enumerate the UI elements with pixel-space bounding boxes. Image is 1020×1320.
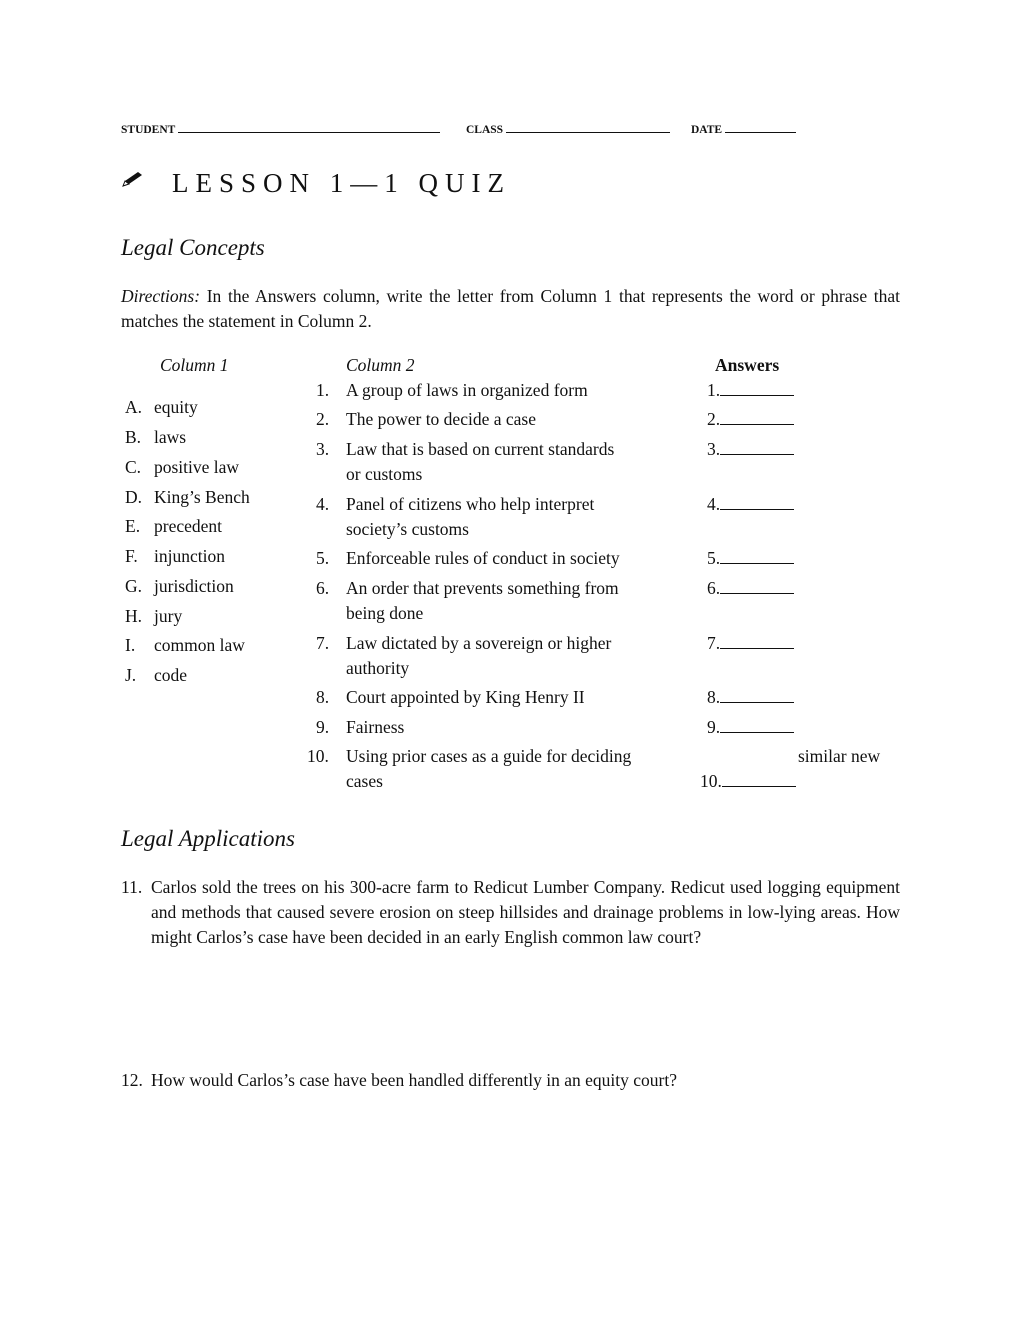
item-letter: D. [125, 487, 143, 507]
answer-field[interactable] [707, 631, 794, 656]
column1-item [125, 574, 234, 599]
item-term: common law [154, 635, 245, 655]
answer-field[interactable] [707, 576, 794, 601]
item-statement: Using prior cases as a guide for deciding [346, 746, 632, 766]
answer-blank[interactable] [720, 547, 794, 564]
section-heading-legal-applications: Legal Applications [121, 826, 295, 851]
answer-blank[interactable] [720, 716, 794, 733]
answer-number: 9. [707, 717, 721, 737]
answer-number: 2. [707, 409, 721, 429]
answer-number: 7. [707, 633, 721, 653]
answer-number: 3. [707, 439, 721, 459]
pencil-icon [121, 170, 145, 193]
item-statement: An order that prevents something from [346, 578, 619, 598]
item-term: jurisdiction [154, 576, 234, 596]
answer-field[interactable] [707, 546, 794, 571]
question-12-number: 12. [121, 1070, 143, 1090]
student-label: STUDENT [121, 124, 176, 136]
question-11-text: Carlos sold the trees on his 300-acre farm to Redicut Lumber Company. Redicut used logging equipment and methods that caused severe erosion on steep hillsides and drainage problems in low-lying areas. How might Carlos’s case have been decided in an early English common law court? [151, 877, 900, 947]
item-statement: Fairness [346, 717, 405, 737]
column2-header: Column 2 [346, 355, 415, 375]
column1-item [125, 633, 245, 658]
item-number: 3. [316, 439, 330, 459]
item-statement-cont: society’s customs [346, 519, 469, 539]
item-number: 8. [316, 687, 330, 707]
date-blank[interactable] [725, 121, 796, 133]
item-letter: E. [125, 516, 141, 536]
item-statement-cont: cases [346, 771, 383, 791]
student-blank[interactable] [178, 121, 440, 133]
class-blank[interactable] [506, 121, 670, 133]
answer-blank[interactable] [720, 438, 794, 455]
directions [121, 284, 900, 334]
item-term: King’s Bench [154, 487, 250, 507]
item-letter: A. [125, 397, 143, 417]
answer-blank[interactable] [720, 379, 794, 396]
answer-number: 4. [707, 494, 721, 514]
answer-number: 6. [707, 578, 721, 598]
answer-blank[interactable] [720, 632, 794, 649]
question-11-number: 11. [121, 877, 143, 897]
item-number: 1. [316, 380, 330, 400]
item-letter: I. [125, 635, 136, 655]
item-number: 2. [316, 409, 330, 429]
answer-blank[interactable] [720, 577, 794, 594]
item-term: precedent [154, 516, 223, 536]
student-field[interactable] [121, 121, 440, 136]
class-field[interactable] [466, 121, 670, 136]
answer-blank[interactable] [722, 770, 796, 787]
answers-header: Answers [715, 355, 780, 375]
answer-number: 1. [707, 380, 721, 400]
answer-field[interactable] [707, 492, 794, 517]
item-statement-cont: or customs [346, 464, 423, 484]
answer-field[interactable] [707, 715, 794, 740]
answer-field[interactable] [707, 378, 794, 403]
item-statement-cont: being done [346, 603, 424, 623]
answer-field[interactable] [700, 769, 796, 794]
item-letter: C. [125, 457, 142, 477]
item-statement: Panel of citizens who help interpret [346, 494, 595, 514]
item-term: code [154, 665, 188, 685]
directions-label: Directions: [121, 286, 201, 306]
item-number: 4. [316, 494, 330, 514]
item-statement-overflow: similar new [798, 746, 881, 766]
column1-item [125, 455, 239, 480]
item-term: injunction [154, 546, 225, 566]
item-statement-cont: authority [346, 658, 410, 678]
class-label: CLASS [466, 124, 504, 136]
answer-blank[interactable] [720, 493, 794, 510]
item-statement: Court appointed by King Henry II [346, 687, 585, 707]
item-letter: B. [125, 427, 142, 447]
answer-number: 8. [707, 687, 721, 707]
item-term: jury [154, 606, 183, 626]
date-field[interactable] [691, 121, 796, 136]
column1-header: Column 1 [160, 355, 229, 375]
item-statement: A group of laws in organized form [346, 380, 588, 400]
answer-number: 5. [707, 548, 721, 568]
column1-item [125, 395, 198, 420]
answer-field[interactable] [707, 685, 794, 710]
date-label: DATE [691, 124, 723, 136]
item-number: 5. [316, 548, 330, 568]
item-number: 9. [316, 717, 330, 737]
item-statement: The power to decide a case [346, 409, 536, 429]
item-term: equity [154, 397, 198, 417]
answer-field[interactable] [707, 407, 794, 432]
item-term: positive law [154, 457, 240, 477]
answer-blank[interactable] [720, 686, 794, 703]
item-letter: J. [125, 665, 137, 685]
column1-item [125, 604, 182, 629]
item-number: 6. [316, 578, 330, 598]
answer-field[interactable] [707, 437, 794, 462]
item-statement: Law that is based on current standards [346, 439, 615, 459]
item-letter: H. [125, 606, 143, 626]
item-letter: F. [125, 546, 138, 566]
directions-text: In the Answers column, write the letter from Column 1 that represents the word or phrase that matches the statement in Column 2. [121, 286, 900, 331]
column1-item [125, 663, 187, 688]
column1-item [125, 544, 225, 569]
item-letter: G. [125, 576, 143, 596]
item-term: laws [154, 427, 187, 447]
item-number: 10. [307, 746, 329, 766]
column1-item [125, 514, 222, 539]
answer-number: 10. [700, 771, 722, 791]
question-12-text: How would Carlos’s case have been handled differently in an equity court? [151, 1070, 677, 1090]
column1-item [125, 485, 250, 510]
page-title: LESSON 1—1 QUIZ [172, 168, 511, 198]
item-number: 7. [316, 633, 330, 653]
column1-item [125, 425, 186, 450]
section-heading-legal-concepts: Legal Concepts [121, 235, 265, 260]
item-statement: Enforceable rules of conduct in society [346, 548, 620, 568]
answer-blank[interactable] [720, 408, 794, 425]
item-statement: Law dictated by a sovereign or higher [346, 633, 612, 653]
